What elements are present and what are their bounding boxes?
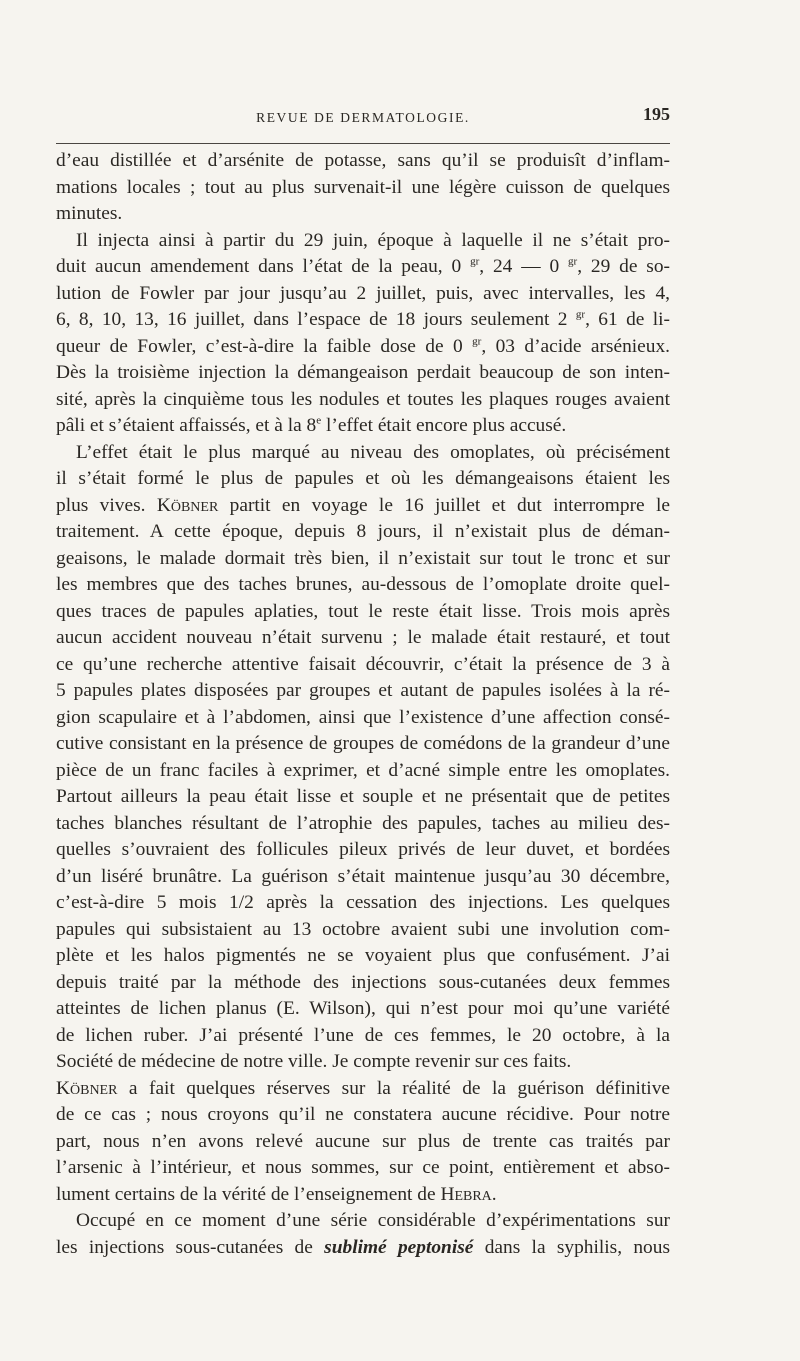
text-line: ce qu’une recherche attentive faisait découvrir, c’était la présence de 3 à: [56, 653, 670, 675]
text-line: lution de Fowler par jour jusqu’au 2 juillet, puis, avec intervalles, les 4,: [56, 282, 670, 304]
text-line: 6, 8, 10, 13, 16 juillet, dans l’espace de 18 jours seulement 2 $^{gr}$, 61 de li-: [56, 308, 670, 330]
text-line: Il injecta ainsi à partir du 29 juin, époque à laquelle il ne s’était pro-: [76, 229, 670, 251]
text-line: l’arsenic à l’intérieur, et nous sommes, sur ce point, entièrement et abso-: [56, 1157, 670, 1178]
text-line: part, nous n’en avons relevé aucune sur plus de trente cas traités par: [56, 1130, 670, 1152]
text-line: Köbner a fait quelques réserves sur la réalité de la guérison définitive: [56, 1077, 670, 1099]
text-line: pièce de un franc faciles à exprimer, et d’acné simple entre les omoplates.: [56, 759, 670, 781]
text-line: queur de Fowler, c’est-à-dire la faible dose de 0 $^{gr}$, 03 d’acide arsénieux.: [56, 335, 670, 357]
text-line: c’est-à-dire 5 mois 1/2 après la cessation des injections. Les quelques: [56, 892, 670, 913]
text-line: plus vives. Köbner partit en voyage le 16 juillet et dut interrompre le: [56, 494, 670, 516]
text-line: papules qui subsistaient au 13 octobre avaient subi une involution com-: [56, 918, 670, 940]
text-line: il s’était formé le plus de papules et où les démangeaisons étaient les: [56, 468, 670, 489]
text-line: duit aucun amendement dans l’état de la peau, 0 $^{gr}$, 24 — 0 $^{gr}$, 29 de so-: [56, 255, 670, 277]
text-line: cutive consistant en la présence de groupes de comédons de la grandeur d’une: [56, 733, 670, 754]
text-line: pâli et s’étaient affaissés, et à la 8e l’effet était encore plus accusé.: [56, 414, 567, 436]
text-line: de ce cas ; nous croyons qu’il ne constatera aucune récidive. Pour notre: [56, 1104, 670, 1125]
page-header: [56, 104, 670, 130]
text-line: quelles s’ouvraient des follicules pileux privés de leur duvet, et bordées: [56, 839, 670, 860]
text-line: geaisons, le malade dormait très bien, il n’existait sur tout le tronc et sur: [56, 547, 670, 569]
text-line: minutes.: [56, 203, 123, 224]
text-line: aucun accident nouveau n’était survenu ; le malade était restauré, et tout: [56, 627, 670, 648]
text-line: plète et les halos pigmentés ne se voyaient plus que confusément. J’ai: [56, 945, 670, 966]
text-line: Dès la troisième injection la démangeaison perdait beaucoup de son inten-: [56, 362, 670, 383]
text-line: taches blanches résultant de l’atrophie des papules, taches au milieu des-: [56, 812, 670, 834]
body-text: [56, 148, 670, 1261]
text-line: atteintes de lichen planus (E. Wilson), qui n’est pour moi qu’une variété: [56, 998, 670, 1019]
text-line: traitement. A cette époque, depuis 8 jours, il n’existait plus de déman-: [56, 521, 670, 542]
text-line: d’un liséré brunâtre. La guérison s’était maintenue jusqu’au 30 décembre,: [56, 865, 670, 887]
text-line: les injections sous-cutanées de sublimé peptonisé dans la syphilis, nous: [56, 1236, 670, 1258]
header-rule: [56, 143, 670, 144]
page-number: 195: [643, 104, 670, 124]
running-title: REVUE DE DERMATOLOGIE.: [256, 110, 470, 125]
text-line: mations locales ; tout au plus survenait-il une légère cuisson de quelques: [56, 176, 670, 198]
text-line: lument certains de la vérité de l’enseignement de Hebra.: [56, 1183, 497, 1205]
text-line: Société de médecine de notre ville. Je compte revenir sur ces faits.: [56, 1051, 572, 1072]
text-line: depuis traité par la méthode des injections sous-cutanées deux femmes: [56, 971, 670, 993]
text-line: ques traces de papules aplaties, tout le reste était lisse. Trois mois après: [56, 600, 670, 622]
text-line: 5 papules plates disposées par groupes et autant de papules isolées à la ré-: [56, 680, 670, 701]
text-line: gion scapulaire et à l’abdomen, ainsi que l’existence d’une affection consé-: [56, 706, 670, 728]
text-line: Occupé en ce moment d’une série considérable d’expérimentations sur: [76, 1210, 670, 1231]
text-line: les membres que des taches brunes, au-dessous de l’omoplate droite quel-: [56, 574, 670, 595]
text-line: Partout ailleurs la peau était lisse et souple et ne présentait que de petites: [56, 786, 670, 807]
text-line: sité, après la cinquième tous les nodules et toutes les plaques rouges avaient: [56, 388, 670, 410]
text-line: L’effet était le plus marqué au niveau des omoplates, où précisément: [76, 441, 670, 463]
text-line: de lichen ruber. J’ai présenté l’une de ces femmes, le 20 octobre, à la: [56, 1024, 670, 1046]
text-line: d’eau distillée et d’arsénite de potasse, sans qu’il se produisît d’inflam-: [56, 150, 670, 171]
